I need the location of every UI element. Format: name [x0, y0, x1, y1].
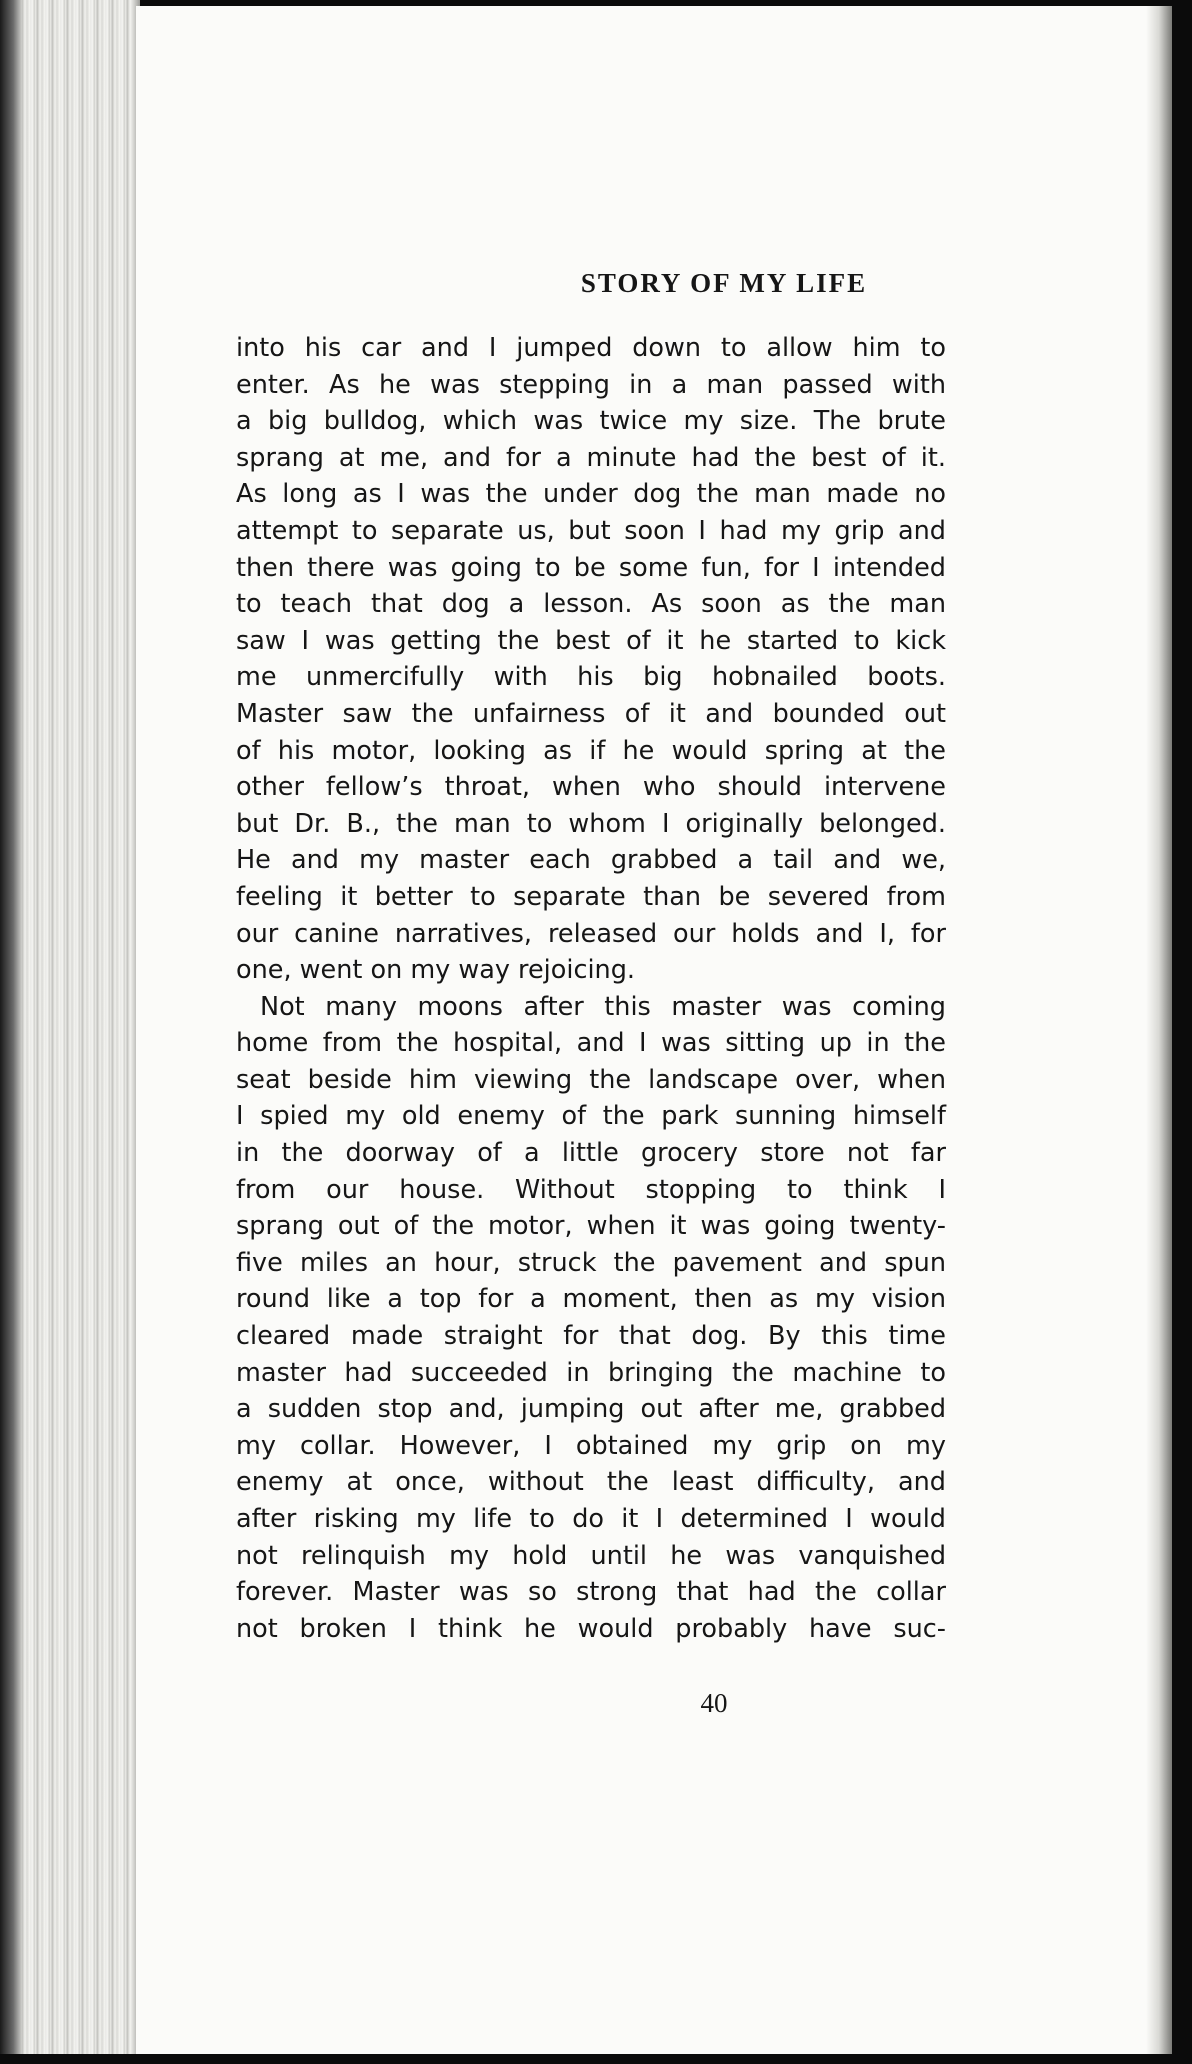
text-line: home from the hospital, and I was sitting up in the — [236, 1028, 946, 1059]
body-text — [236, 330, 946, 1647]
running-head: STORY OF MY LIFE — [580, 268, 868, 298]
text-line: in the doorway of a little grocery store not far — [236, 1138, 946, 1169]
page-number: 40 — [700, 1688, 728, 1718]
text-line: Not many moons after this master was coming — [260, 991, 946, 1022]
text-line: not broken I think he would probably have suc- — [236, 1613, 946, 1644]
text-line: my collar. However, I obtained my grip on my — [236, 1430, 946, 1461]
text-line: but Dr. B., the man to whom I originally belonged. — [236, 808, 946, 839]
text-line: sprang out of the motor, when it was going twenty- — [236, 1211, 946, 1242]
text-line: As long as I was the under dog the man made no — [236, 479, 946, 510]
text-line: enemy at once, without the least difficulty, and — [236, 1467, 946, 1498]
text-line: enter. As he was stepping in a man passed with — [236, 369, 946, 400]
text-line: feeling it better to separate than be severed from — [236, 881, 946, 912]
text-line: into his car and I jumped down to allow him to — [236, 333, 946, 363]
page-gutter-shadow — [1146, 6, 1172, 2054]
book-fore-edge — [0, 0, 140, 2064]
text-line: I spied my old enemy of the park sunning himself — [236, 1101, 946, 1132]
scan-border — [0, 2054, 1192, 2064]
text-line: then there was going to be some fun, for I intended — [236, 552, 946, 583]
text-line: round like a top for a moment, then as my vision — [236, 1284, 946, 1315]
text-line: saw I was getting the best of it he started to kick — [236, 625, 946, 656]
text-line: other fellow’s throat, when who should intervene — [236, 772, 946, 803]
text-line: forever. Master was so strong that had the collar — [236, 1577, 946, 1608]
text-line: after risking my life to do it I determined I would — [236, 1504, 946, 1534]
text-line: a big bulldog, which was twice my size. The brute — [236, 406, 946, 437]
text-line: not relinquish my hold until he was vanquished — [236, 1540, 946, 1571]
text-line: seat beside him viewing the landscape over, when — [236, 1064, 946, 1095]
text-line: to teach that dog a lesson. As soon as the man — [236, 589, 946, 620]
text-line: from our house. Without stopping to think I — [236, 1174, 946, 1205]
text-line: me unmercifully with his big hobnailed boots. — [236, 662, 946, 693]
text-line: our canine narratives, released our holds and I, for — [236, 918, 946, 949]
text-line: cleared made straight for that dog. By this time — [236, 1321, 946, 1352]
text-line: one, went on my way rejoicing. — [236, 955, 635, 986]
text-line: five miles an hour, struck the pavement and spun — [236, 1247, 946, 1278]
text-line: Master saw the unfairness of it and bounded out — [236, 698, 946, 729]
paragraph — [236, 330, 946, 989]
text-line: a sudden stop and, jumping out after me, grabbed — [236, 1394, 946, 1425]
text-line: of his motor, looking as if he would spring at the — [236, 735, 946, 766]
text-line: attempt to separate us, but soon I had my grip and — [236, 515, 946, 546]
paragraph — [236, 989, 946, 1648]
text-line: He and my master each grabbed a tail and we, — [236, 845, 946, 876]
text-line: sprang at me, and for a minute had the best of it. — [236, 442, 946, 473]
text-line: master had succeeded in bringing the machine to — [236, 1357, 946, 1388]
